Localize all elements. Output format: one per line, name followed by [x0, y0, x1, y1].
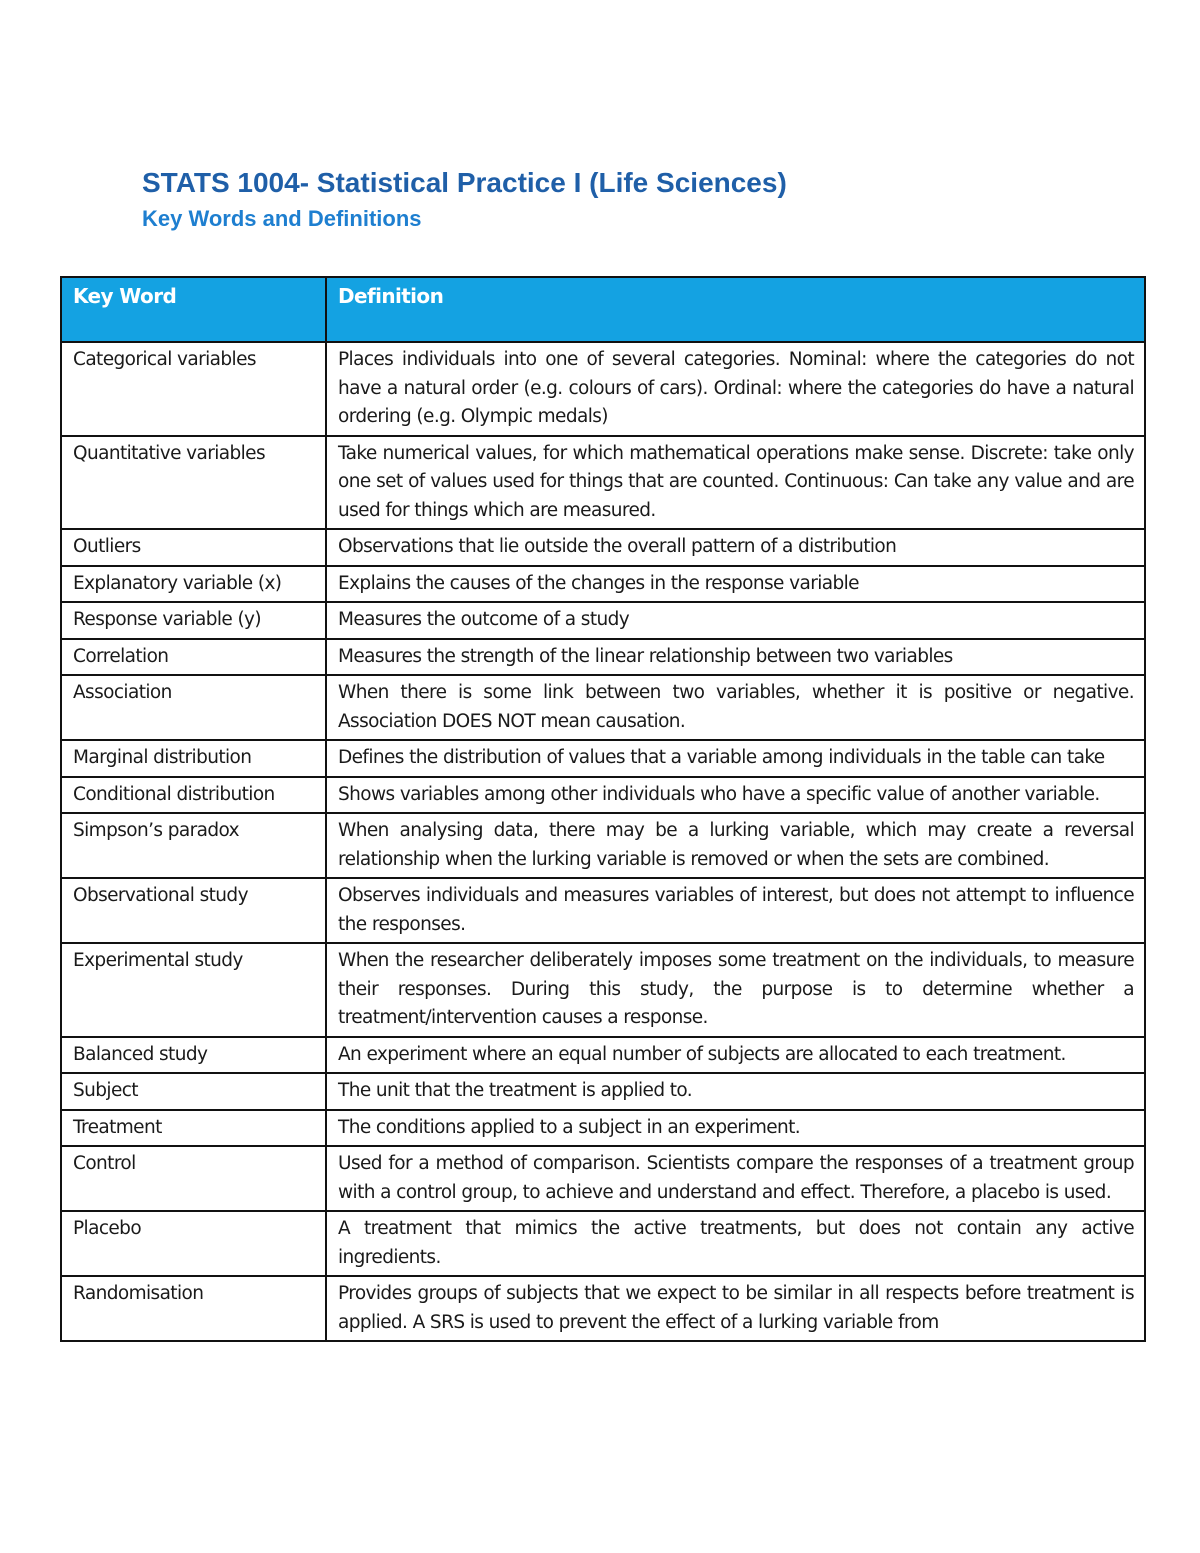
- document-header: [142, 164, 787, 236]
- table-row: [61, 1211, 1145, 1276]
- key-word-cell: Subject: [61, 1073, 326, 1110]
- key-word-cell: Conditional distribution: [61, 777, 326, 814]
- document-title: STATS 1004- Statistical Practice I (Life Sciences): [142, 167, 787, 198]
- definition-cell: Observes individuals and measures variables of interest, but does not attempt to influence the responses.: [326, 878, 1145, 943]
- table-row: [61, 943, 1145, 1037]
- table-row: [61, 529, 1145, 566]
- key-word-cell: Explanatory variable (x): [61, 566, 326, 603]
- table-row: [61, 675, 1145, 740]
- definition-cell: Explains the causes of the changes in the response variable: [326, 566, 1145, 603]
- table-row: [61, 1146, 1145, 1211]
- document-subtitle: Key Words and Definitions: [142, 206, 422, 231]
- definition-cell: Shows variables among other individuals who have a specific value of another variable.: [326, 777, 1145, 814]
- key-word-cell: Correlation: [61, 639, 326, 676]
- table-row: [61, 342, 1145, 436]
- definition-cell: Observations that lie outside the overall pattern of a distribution: [326, 529, 1145, 566]
- definition-cell: Places individuals into one of several categories. Nominal: where the categories do not have a natural order (e.g. colours of cars). Ordinal: where the categories do have a natural ordering (e.g. Olympic medals): [326, 342, 1145, 436]
- key-word-cell: Observational study: [61, 878, 326, 943]
- definition-cell: Used for a method of comparison. Scientists compare the responses of a treatment group with a control group, to achieve and understand and effect. Therefore, a placebo is used.: [326, 1146, 1145, 1211]
- definition-cell: Provides groups of subjects that we expect to be similar in all respects before treatment is applied. A SRS is used to prevent the effect of a lurking variable from: [326, 1276, 1145, 1341]
- key-word-cell: Categorical variables: [61, 342, 326, 436]
- definition-cell: The unit that the treatment is applied to.: [326, 1073, 1145, 1110]
- definition-cell: Take numerical values, for which mathematical operations make sense. Discrete: take only one set of values used for things that are counted. Continuous: Can take any value and are used for things which are measured.: [326, 436, 1145, 530]
- table-row: [61, 878, 1145, 943]
- key-word-cell: Simpson’s paradox: [61, 813, 326, 878]
- table-row: [61, 639, 1145, 676]
- table-row: [61, 740, 1145, 777]
- key-word-cell: Randomisation: [61, 1276, 326, 1341]
- definition-cell: When the researcher deliberately imposes some treatment on the individuals, to measure their responses. During this study, the purpose is to determine whether a treatment/intervention causes a response.: [326, 943, 1145, 1037]
- table-row: [61, 777, 1145, 814]
- table-row: [61, 1276, 1145, 1341]
- key-words-table: [60, 276, 1146, 1342]
- definition-cell: The conditions applied to a subject in an experiment.: [326, 1110, 1145, 1147]
- key-word-cell: Outliers: [61, 529, 326, 566]
- key-word-cell: Treatment: [61, 1110, 326, 1147]
- table-row: [61, 566, 1145, 603]
- key-word-cell: Quantitative variables: [61, 436, 326, 530]
- table-row: [61, 602, 1145, 639]
- table-row: [61, 813, 1145, 878]
- table-row: [61, 436, 1145, 530]
- definition-cell: Defines the distribution of values that a variable among individuals in the table can take: [326, 740, 1145, 777]
- key-word-cell: Balanced study: [61, 1037, 326, 1074]
- key-word-cell: Experimental study: [61, 943, 326, 1037]
- definition-cell: An experiment where an equal number of subjects are allocated to each treatment.: [326, 1037, 1145, 1074]
- definition-cell: When there is some link between two variables, whether it is positive or negative. Association DOES NOT mean causation.: [326, 675, 1145, 740]
- table-row: [61, 1110, 1145, 1147]
- key-word-cell: Association: [61, 675, 326, 740]
- definition-cell: A treatment that mimics the active treatments, but does not contain any active ingredients.: [326, 1211, 1145, 1276]
- key-word-cell: Marginal distribution: [61, 740, 326, 777]
- definition-cell: Measures the strength of the linear relationship between two variables: [326, 639, 1145, 676]
- table-row: [61, 1073, 1145, 1110]
- table-header-row: [61, 277, 1145, 342]
- definition-cell: Measures the outcome of a study: [326, 602, 1145, 639]
- column-header-definition: Definition: [326, 277, 1145, 342]
- table-row: [61, 1037, 1145, 1074]
- key-word-cell: Placebo: [61, 1211, 326, 1276]
- table-body: [61, 342, 1145, 1341]
- column-header-key-word: Key Word: [61, 277, 326, 342]
- key-word-cell: Control: [61, 1146, 326, 1211]
- definition-cell: When analysing data, there may be a lurking variable, which may create a reversal relationship when the lurking variable is removed or when the sets are combined.: [326, 813, 1145, 878]
- key-word-cell: Response variable (y): [61, 602, 326, 639]
